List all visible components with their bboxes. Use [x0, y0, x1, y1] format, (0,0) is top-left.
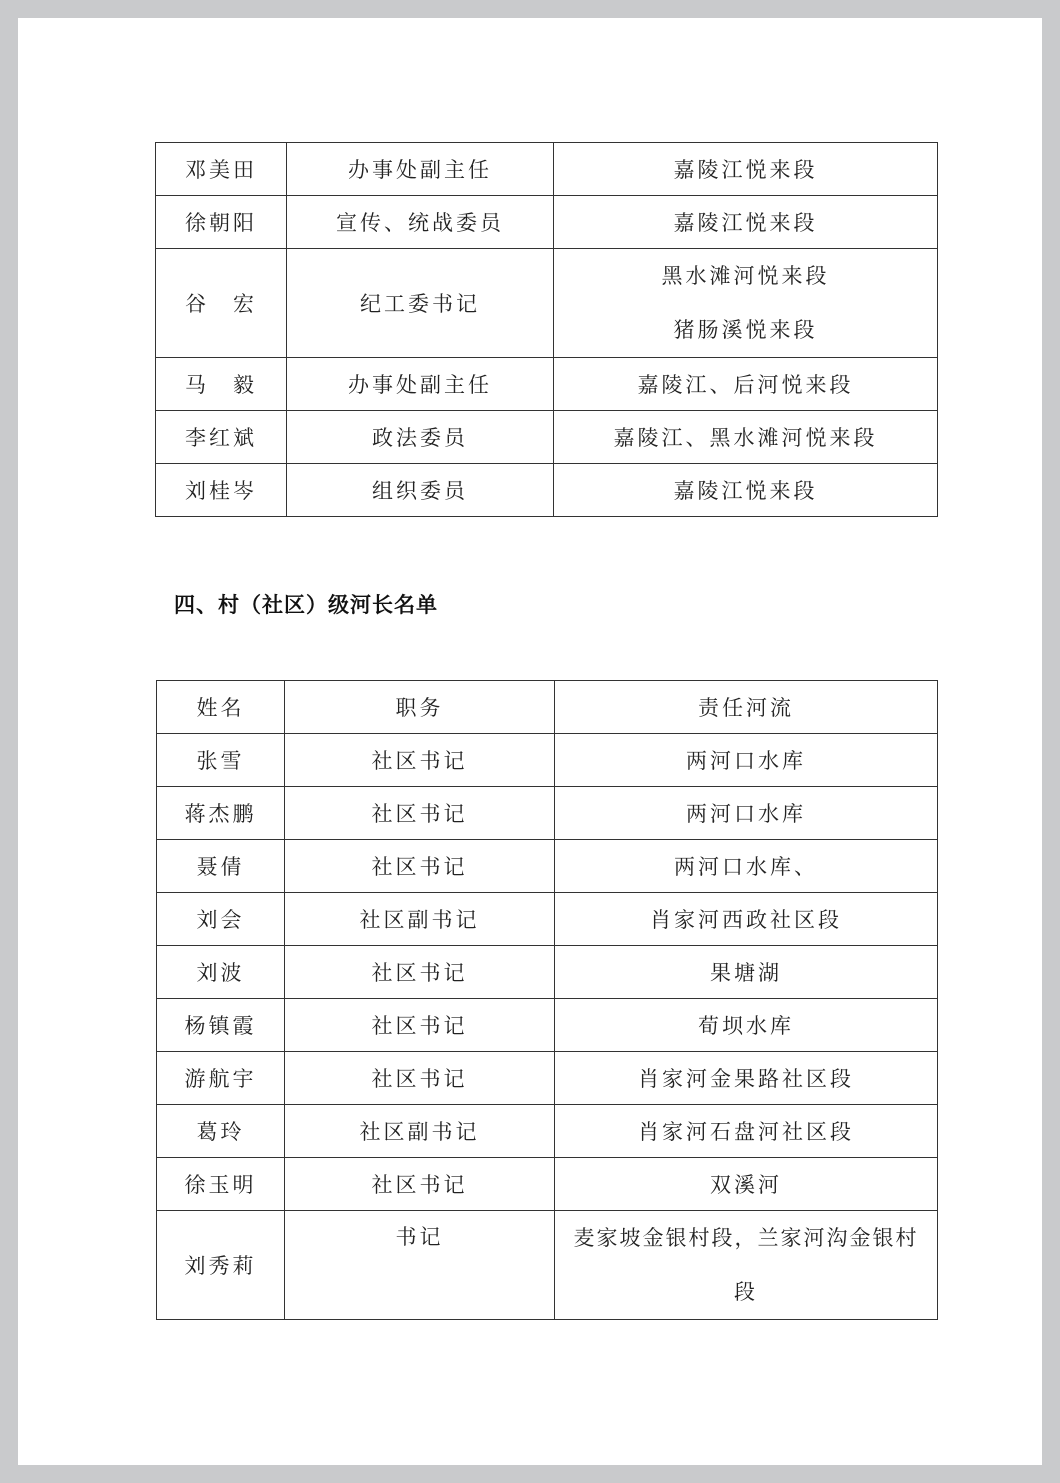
table-row — [156, 464, 938, 517]
table-row — [156, 249, 938, 358]
position-cell: 社区书记 — [285, 1158, 555, 1211]
river-cell: 肖家河金果路社区段 — [555, 1052, 938, 1105]
position-cell: 社区书记 — [285, 787, 555, 840]
name-cell: 马 毅 — [156, 358, 287, 411]
river-cell: 嘉陵江悦来段 — [554, 464, 938, 517]
river-line: 黑水滩河悦来段 — [661, 264, 830, 288]
name-cell: 刘会 — [157, 893, 285, 946]
position-cell: 社区书记 — [285, 946, 555, 999]
header-rivers: 责任河流 — [555, 681, 938, 734]
position-cell: 社区书记 — [285, 840, 555, 893]
name-cell: 蒋杰鹏 — [157, 787, 285, 840]
position-cell: 组织委员 — [287, 464, 554, 517]
table-row — [157, 999, 938, 1052]
village-river-chief-table — [156, 680, 938, 1320]
name-cell: 徐朝阳 — [156, 196, 287, 249]
river-cell: 双溪河 — [555, 1158, 938, 1211]
table-row — [157, 1052, 938, 1105]
township-river-chief-table — [155, 142, 938, 517]
position-cell: 政法委员 — [287, 411, 554, 464]
river-cell: 两河口水库 — [555, 734, 938, 787]
table-row — [157, 946, 938, 999]
position-cell: 宣传、统战委员 — [287, 196, 554, 249]
name-cell: 聂倩 — [157, 840, 285, 893]
river-cell: 嘉陵江、后河悦来段 — [554, 358, 938, 411]
name-cell: 葛玲 — [157, 1105, 285, 1158]
name-cell: 刘波 — [157, 946, 285, 999]
position-cell: 社区副书记 — [285, 893, 555, 946]
position-cell: 办事处副主任 — [287, 358, 554, 411]
table-row — [157, 1158, 938, 1211]
river-cell: 果塘湖 — [555, 946, 938, 999]
document-page — [18, 18, 1042, 1465]
position-cell: 社区书记 — [285, 1052, 555, 1105]
river-cell — [555, 1211, 938, 1320]
name-cell: 张雪 — [157, 734, 285, 787]
section-heading: 四、村（社区）级河长名单 — [174, 593, 438, 617]
river-cell: 嘉陵江、黑水滩河悦来段 — [554, 411, 938, 464]
river-cell: 荀坝水库 — [555, 999, 938, 1052]
table-row — [157, 893, 938, 946]
header-name: 姓名 — [157, 681, 285, 734]
table-row — [156, 358, 938, 411]
name-cell: 徐玉明 — [157, 1158, 285, 1211]
river-line: 段 — [734, 1280, 758, 1304]
name-cell: 李红斌 — [156, 411, 287, 464]
name-cell: 谷 宏 — [156, 249, 287, 358]
name-cell: 刘桂岑 — [156, 464, 287, 517]
table-row — [157, 787, 938, 840]
river-cell: 嘉陵江悦来段 — [554, 196, 938, 249]
table-row — [157, 734, 938, 787]
table-row — [156, 411, 938, 464]
position-cell: 书记 — [285, 1211, 555, 1320]
table-row — [156, 196, 938, 249]
table-row — [157, 1211, 938, 1320]
name-cell: 游航宇 — [157, 1052, 285, 1105]
table-row — [157, 1105, 938, 1158]
header-position: 职务 — [285, 681, 555, 734]
river-cell: 肖家河石盘河社区段 — [555, 1105, 938, 1158]
name-cell: 杨镇霞 — [157, 999, 285, 1052]
position-cell: 纪工委书记 — [287, 249, 554, 358]
river-cell — [554, 249, 938, 358]
river-cell: 肖家河西政社区段 — [555, 893, 938, 946]
river-cell: 两河口水库 — [555, 787, 938, 840]
river-cell: 两河口水库、 — [555, 840, 938, 893]
position-cell: 社区书记 — [285, 999, 555, 1052]
table-row — [156, 143, 938, 196]
position-cell: 办事处副主任 — [287, 143, 554, 196]
name-cell: 邓美田 — [156, 143, 287, 196]
river-cell: 嘉陵江悦来段 — [554, 143, 938, 196]
position-cell: 社区副书记 — [285, 1105, 555, 1158]
name-cell: 刘秀莉 — [157, 1211, 285, 1320]
position-cell: 社区书记 — [285, 734, 555, 787]
river-line: 猪肠溪悦来段 — [673, 318, 818, 342]
table-row — [157, 840, 938, 893]
table-header-row — [157, 681, 938, 734]
river-line: 麦家坡金银村段，兰家河沟金银村 — [573, 1226, 919, 1250]
